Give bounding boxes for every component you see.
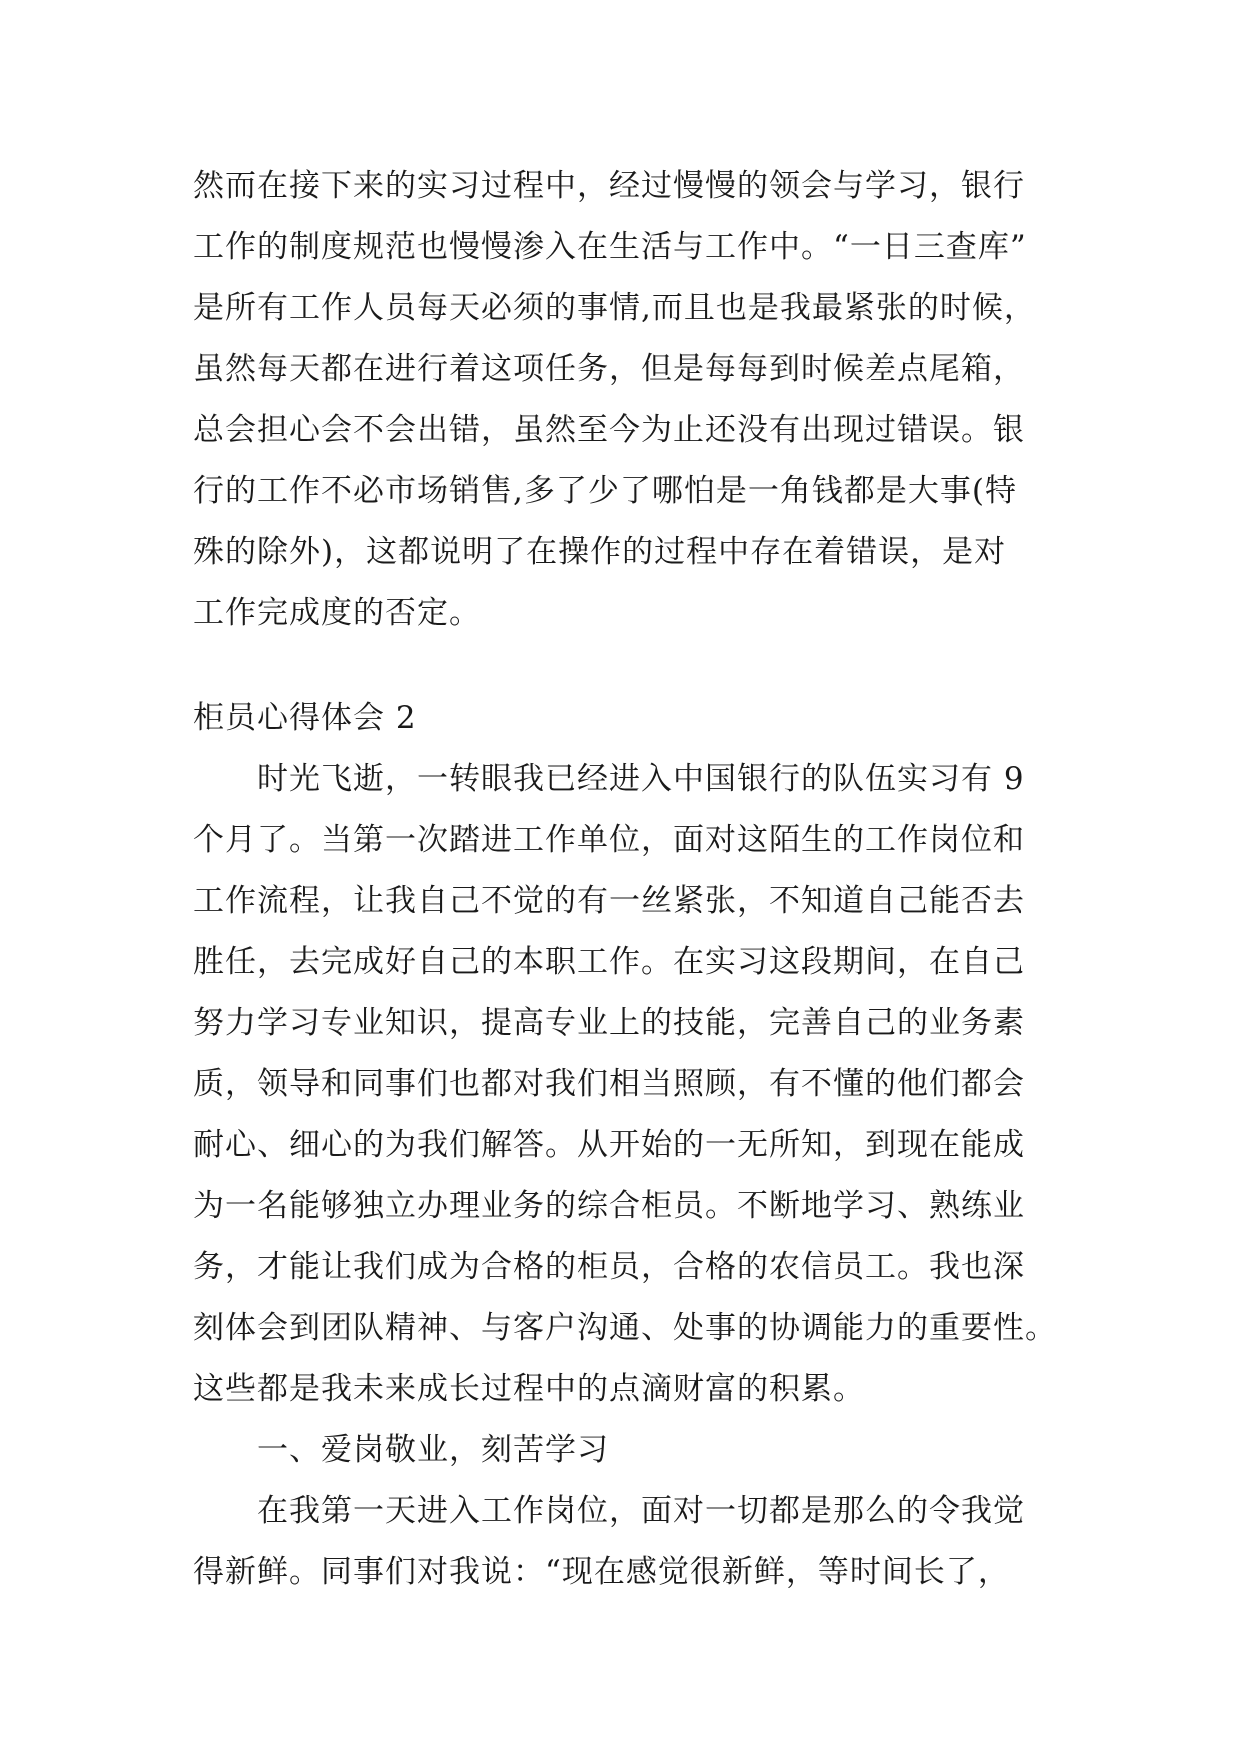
- text-line: 时光飞逝，一转眼我已经进入中国银行的队伍实习有 9: [257, 761, 1025, 797]
- text-line: 胜任，去完成好自己的本职工作。在实习这段期间，在自己: [193, 944, 1025, 980]
- paragraph-1: [193, 156, 1093, 644]
- text-line: 是所有工作人员每天必须的事情,而且也是我最紧张的时候，: [193, 290, 1036, 326]
- text-line: 然而在接下来的实习过程中，经过慢慢的领会与学习，银行: [193, 168, 1025, 204]
- text-line: 耐心、细心的为我们解答。从开始的一无所知，到现在能成: [193, 1127, 1025, 1163]
- text-line: 刻体会到团队精神、与客户沟通、处事的协调能力的重要性。: [193, 1310, 1057, 1346]
- text-line: 务，才能让我们成为合格的柜员，合格的农信员工。我也深: [193, 1249, 1025, 1285]
- text-line: 行的工作不必市场销售,多了少了哪怕是一角钱都是大事(特: [193, 473, 1017, 509]
- text-line: 工作流程，让我自己不觉的有一丝紧张，不知道自己能否去: [193, 883, 1025, 919]
- text-line: 个月了。当第一次踏进工作单位，面对这陌生的工作岗位和: [193, 822, 1025, 858]
- section-title-block: [193, 688, 1093, 749]
- text-line: 殊的除外)，这都说明了在操作的过程中存在着错误，是对: [193, 534, 1007, 570]
- section-title: 柜员心得体会 2: [193, 700, 417, 736]
- text-line: 在我第一天进入工作岗位，面对一切都是那么的令我觉: [257, 1493, 1025, 1529]
- text-line: 虽然每天都在进行着这项任务，但是每每到时候差点尾箱，: [193, 351, 1025, 387]
- text-line: 工作的制度规范也慢慢渗入在生活与工作中。“一日三查库”: [193, 229, 1027, 265]
- text-line: 这些都是我未来成长过程中的点滴财富的积累。: [193, 1371, 865, 1407]
- text-line: 努力学习专业知识，提高专业上的技能，完善自己的业务素: [193, 1005, 1025, 1041]
- subheading: 一、爱岗敬业，刻苦学习: [257, 1432, 609, 1468]
- text-line: 工作完成度的否定。: [193, 595, 481, 631]
- paragraph-2: [193, 749, 1093, 1603]
- text-line: 质，领导和同事们也都对我们相当照顾，有不懂的他们都会: [193, 1066, 1025, 1102]
- text-line: 为一名能够独立办理业务的综合柜员。不断地学习、熟练业: [193, 1188, 1025, 1224]
- text-line: 得新鲜。同事们对我说：“现在感觉很新鲜，等时间长了，: [193, 1554, 1010, 1590]
- text-line: 总会担心会不会出错，虽然至今为止还没有出现过错误。银: [193, 412, 1025, 448]
